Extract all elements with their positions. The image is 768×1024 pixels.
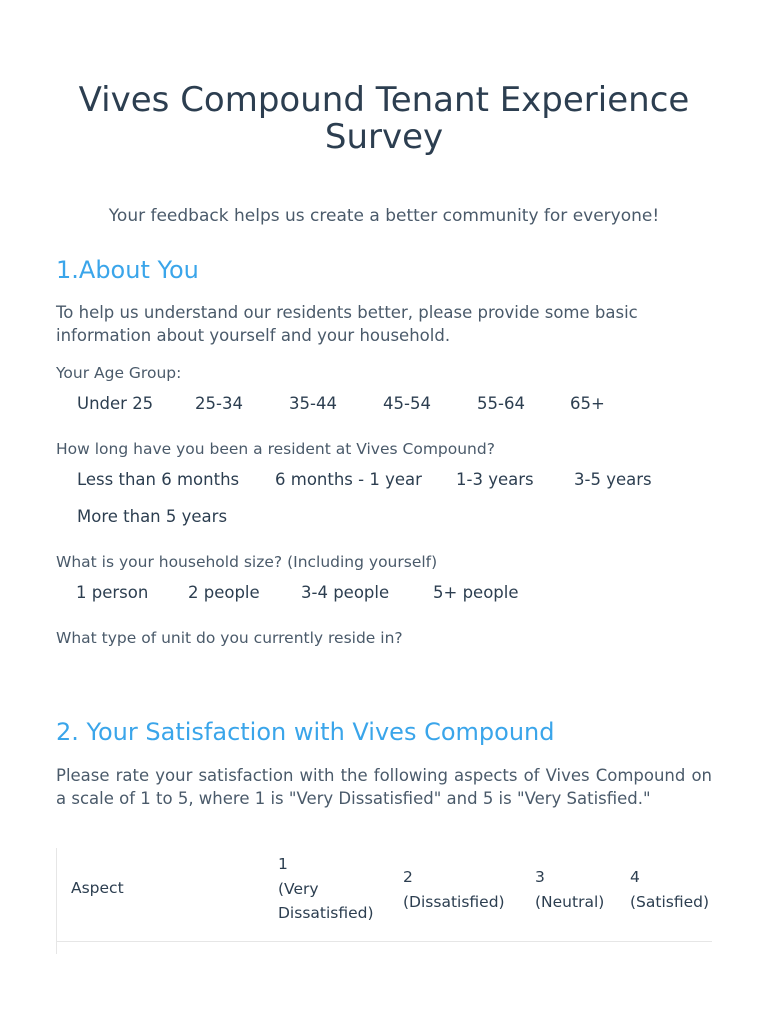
page-subtitle: Your feedback helps us create a better community for everyone! [108,206,660,226]
option-age-under-25[interactable]: Under 25 [77,394,154,413]
option-household-5-plus-people[interactable]: 5+ people [433,583,519,602]
option-residency-1-3-years[interactable]: 1-3 years [456,470,534,489]
question-age-group: Your Age Group: [56,364,182,382]
option-age-25-34[interactable]: 25-34 [195,394,243,413]
table-header-rating-3: 3 (Neutral) [535,868,605,911]
section-heading-about-you: 1.About You [56,256,199,284]
question-household-size: What is your household size? (Including yourself) [56,553,438,571]
question-residency-length: How long have you been a resident at Vives Compound? [56,440,495,458]
option-age-65-plus[interactable]: 65+ [570,394,605,413]
option-household-2-people[interactable]: 2 people [188,583,260,602]
table-divider [57,941,712,942]
option-residency-more-5-years[interactable]: More than 5 years [77,507,228,526]
option-residency-less-6-months[interactable]: Less than 6 months [77,470,240,489]
table-header-rating-4: 4 (Satisfied) [630,868,710,911]
section-intro-about-you: To help us understand our residents better, please provide some basic information about yourself and your household. [56,303,638,345]
table-header-rating-1: 1 (Very Dissatisfied) [278,855,374,922]
section-heading-satisfaction: 2. Your Satisfaction with Vives Compound [56,718,555,746]
option-household-3-4-people[interactable]: 3-4 people [301,583,390,602]
option-age-35-44[interactable]: 35-44 [289,394,337,413]
page-title: Vives Compound Tenant Experience Survey [78,80,690,157]
option-residency-3-5-years[interactable]: 3-5 years [574,470,652,489]
option-household-1-person[interactable]: 1 person [76,583,149,602]
satisfaction-table [56,848,712,954]
question-unit-type: What type of unit do you currently reside in? [56,629,403,647]
section-intro-satisfaction: Please rate your satisfaction with the following aspects of Vives Compound on a scale of 1 to 5, where 1 is "Very Dissatisfied" and 5 is "Very Satisfied." [56,766,712,808]
option-residency-6-months-1-year[interactable]: 6 months - 1 year [275,470,422,489]
option-age-55-64[interactable]: 55-64 [477,394,525,413]
option-age-45-54[interactable]: 45-54 [383,394,431,413]
table-header-aspect: Aspect [71,879,124,897]
table-header-rating-2: 2 (Dissatisfied) [403,868,505,911]
